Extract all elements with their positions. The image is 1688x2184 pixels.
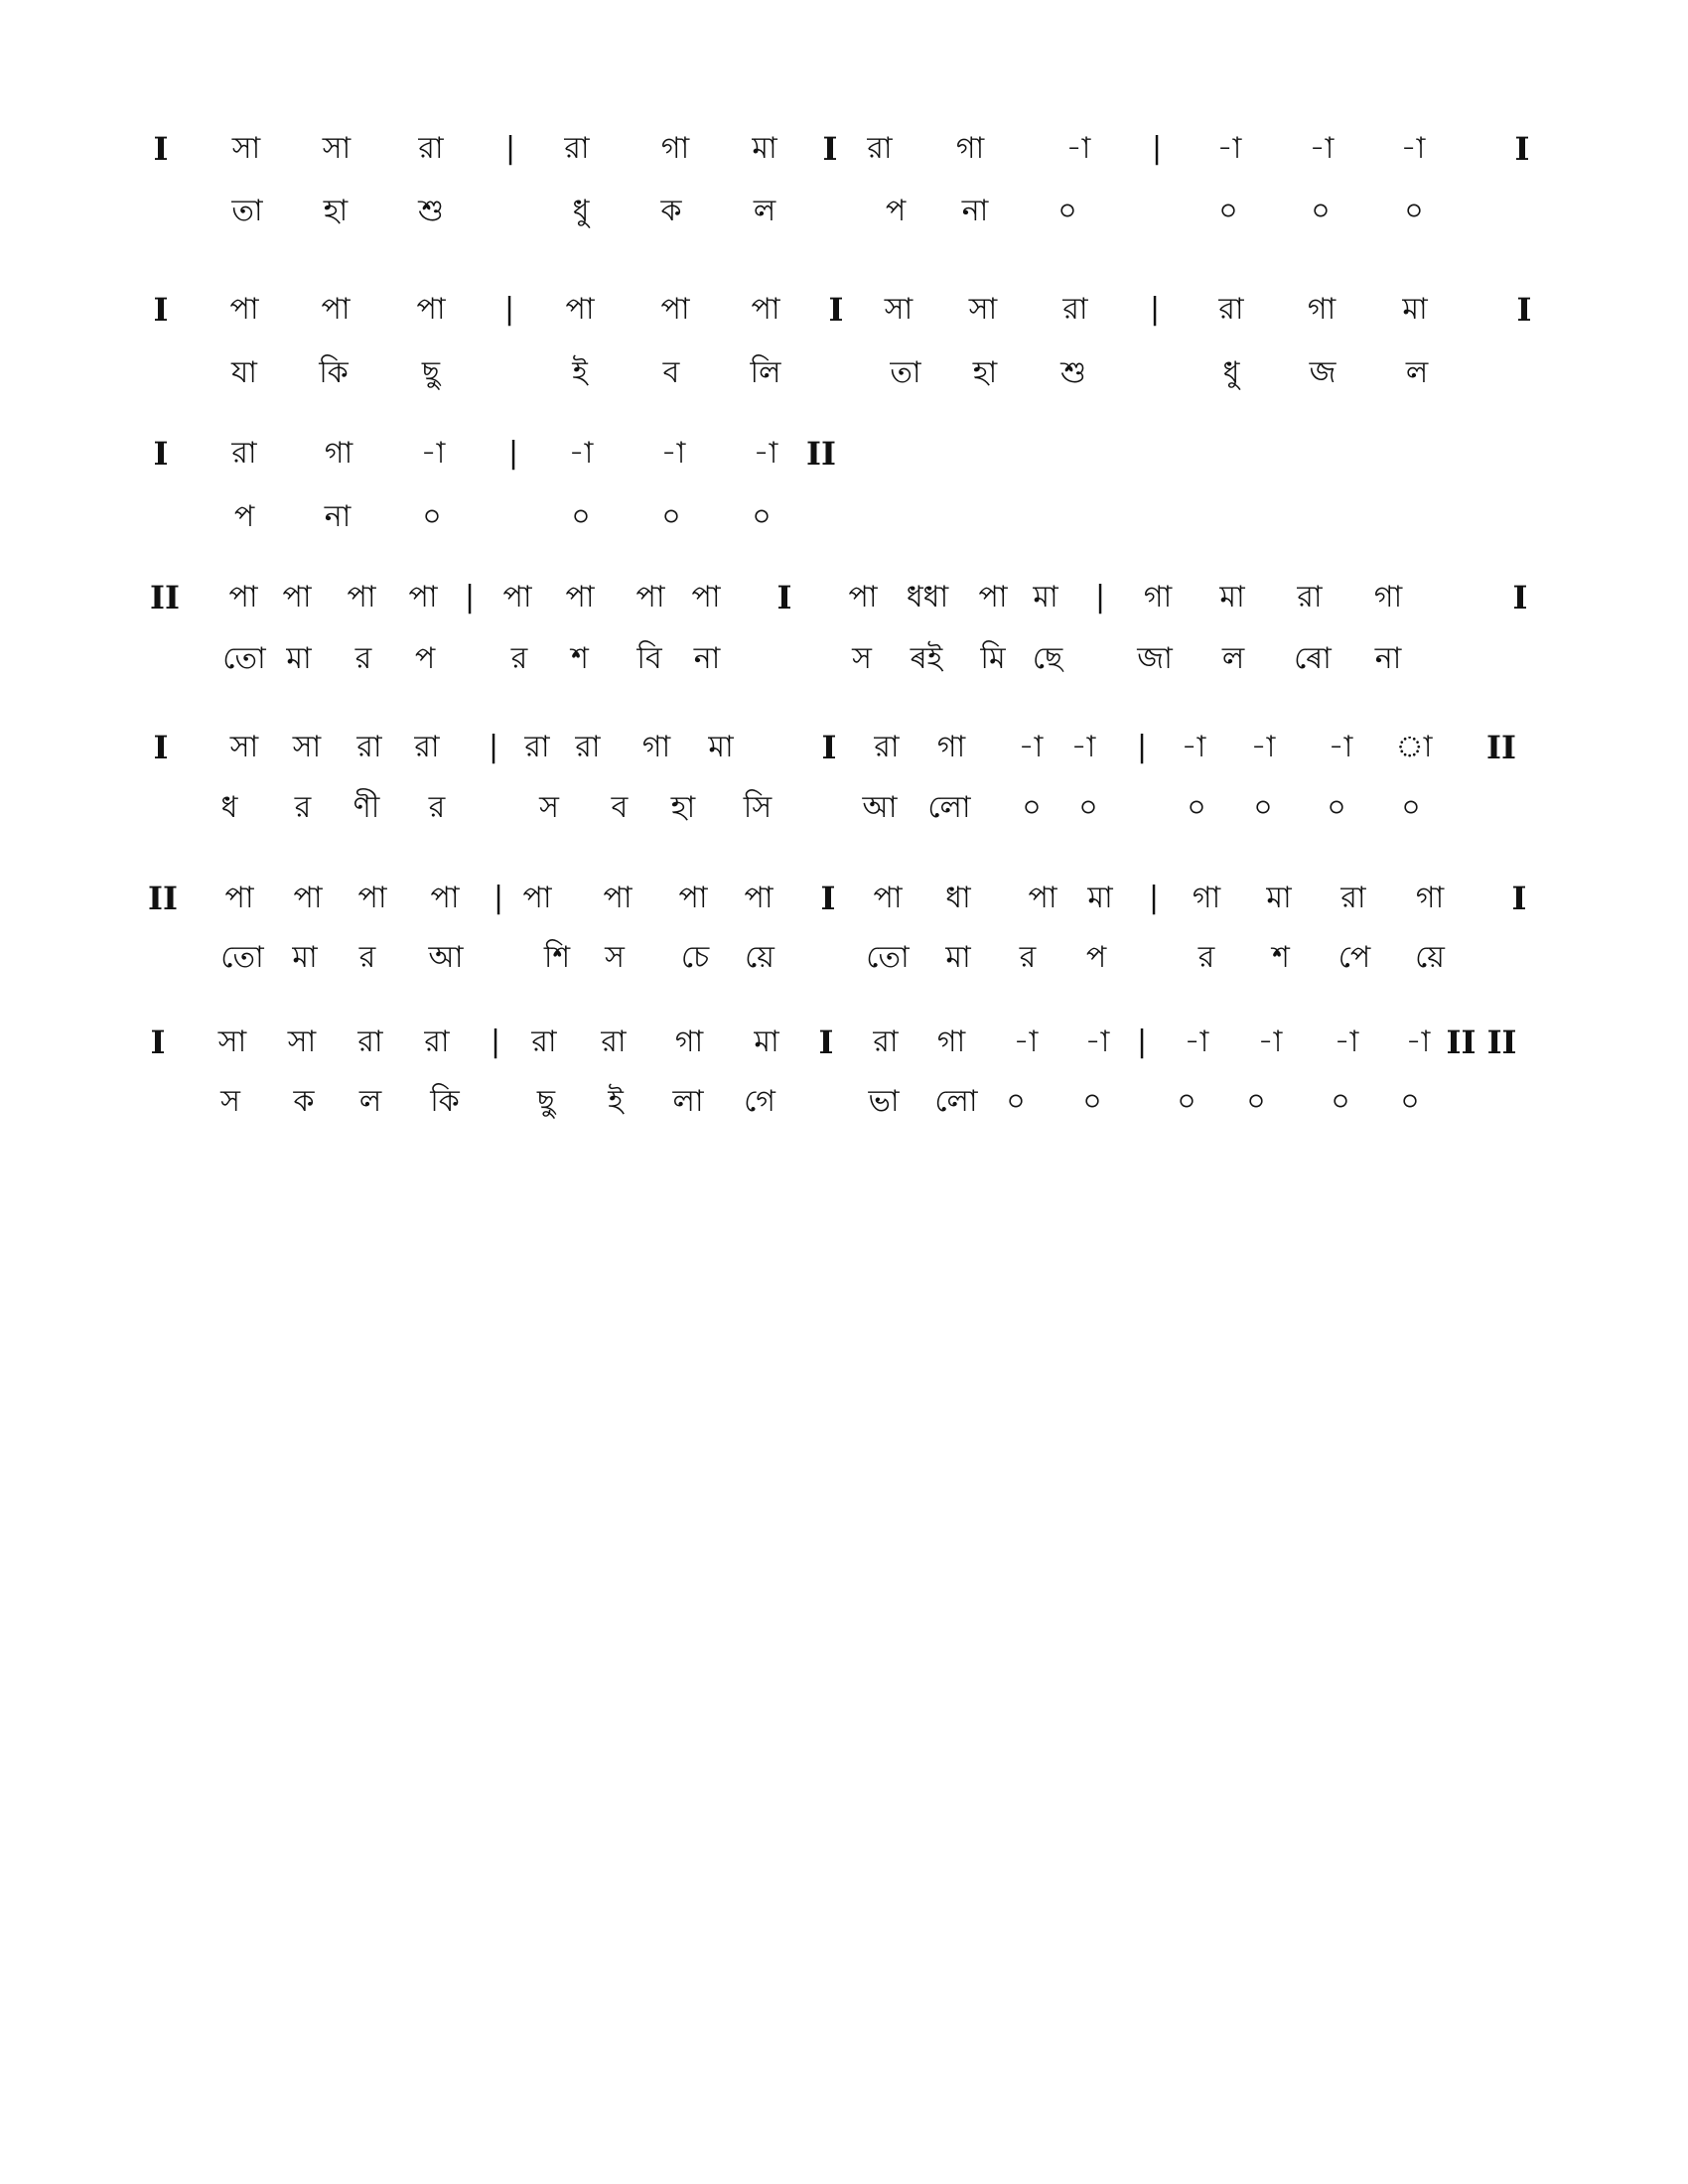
beat-divider: | bbox=[1136, 1024, 1148, 1059]
lyric-syllable: স bbox=[852, 641, 872, 676]
lyric-syllable: মি bbox=[980, 641, 1006, 676]
swara-note: সা bbox=[968, 292, 998, 327]
lyric-syllable: ০ bbox=[1253, 790, 1273, 825]
swara-note: -া bbox=[1084, 1024, 1110, 1059]
lyric-syllable: তা bbox=[890, 355, 921, 390]
swara-note: পা bbox=[430, 881, 460, 915]
lyric-syllable: যা bbox=[231, 355, 257, 390]
lyric-syllable: ০ bbox=[1311, 194, 1331, 228]
bar-mark: I bbox=[821, 729, 837, 766]
swara-note: -া bbox=[660, 436, 686, 471]
swara-note: -া bbox=[1013, 1024, 1039, 1059]
lyric-line-1 bbox=[0, 192, 1688, 231]
swara-note: পা bbox=[848, 580, 878, 614]
swara-note: মা bbox=[708, 730, 734, 764]
beat-divider: | bbox=[507, 436, 519, 471]
beat-divider: | bbox=[490, 1024, 501, 1059]
lyric-syllable: ০ bbox=[1401, 790, 1421, 825]
swara-note: রা bbox=[867, 131, 893, 166]
lyric-syllable: ০ bbox=[1404, 194, 1424, 228]
lyric-syllable: ০ bbox=[661, 499, 681, 534]
bar-mark: I bbox=[820, 880, 836, 917]
lyric-line-7 bbox=[0, 1082, 1688, 1122]
lyric-syllable: কি bbox=[319, 355, 349, 390]
swara-note: ধা bbox=[945, 881, 971, 915]
lyric-syllable: ০ bbox=[1327, 790, 1346, 825]
swara-note: মা bbox=[1266, 881, 1292, 915]
lyric-syllable: ০ bbox=[1218, 194, 1238, 228]
lyric-syllable: প bbox=[885, 194, 907, 228]
lyric-syllable: লা bbox=[672, 1084, 704, 1119]
lyric-syllable: সি bbox=[743, 790, 773, 825]
swara-note: সা bbox=[884, 292, 914, 327]
swara-note: মা bbox=[1402, 292, 1428, 327]
lyric-syllable: লি bbox=[750, 355, 781, 390]
swara-note: রা bbox=[357, 1024, 383, 1059]
lyric-syllable: র bbox=[1197, 940, 1215, 975]
swara-note: রা bbox=[424, 1024, 450, 1059]
swara-note: পা bbox=[228, 580, 258, 614]
lyric-syllable: ব bbox=[611, 790, 629, 825]
lyric-syllable: র bbox=[1019, 940, 1037, 975]
swara-note: পা bbox=[224, 881, 254, 915]
swara-note: সা bbox=[292, 730, 322, 764]
swara-note: -া bbox=[1334, 1024, 1359, 1059]
lyric-line-2 bbox=[0, 353, 1688, 393]
lyric-syllable: চে bbox=[680, 940, 710, 975]
swara-line-2 bbox=[0, 290, 1688, 330]
lyric-syllable: ০ bbox=[422, 499, 442, 534]
swara-note: রা bbox=[356, 730, 382, 764]
lyric-syllable: য়ে bbox=[1415, 940, 1445, 975]
lyric-syllable: ০ bbox=[1057, 194, 1077, 228]
lyric-syllable: শ bbox=[1272, 940, 1290, 975]
lyric-syllable: ধ bbox=[220, 790, 238, 825]
swara-note: রা bbox=[1218, 292, 1244, 327]
swara-line-7 bbox=[0, 1023, 1688, 1062]
lyric-syllable: ল bbox=[358, 1084, 382, 1119]
swara-note: গা bbox=[1307, 292, 1336, 327]
lyric-syllable: ল bbox=[753, 194, 776, 228]
bar-mark: I bbox=[1512, 579, 1528, 616]
lyric-syllable: ০ bbox=[1331, 1084, 1350, 1119]
swara-line-6 bbox=[0, 879, 1688, 918]
lyric-syllable: পে bbox=[1337, 940, 1371, 975]
swara-note: -া bbox=[1250, 730, 1276, 764]
lyric-syllable: ৰই bbox=[910, 641, 943, 676]
swara-note: মা bbox=[1219, 580, 1245, 614]
swara-line-1 bbox=[0, 129, 1688, 169]
lyric-line-5 bbox=[0, 788, 1688, 828]
swara-note: পা bbox=[502, 580, 532, 614]
lyric-syllable: ০ bbox=[752, 499, 772, 534]
swara-note: সা bbox=[229, 730, 259, 764]
swara-note: গা bbox=[1143, 580, 1173, 614]
lyric-syllable: তো bbox=[222, 641, 266, 676]
swara-note: গা bbox=[1373, 580, 1403, 614]
swara-note: পা bbox=[293, 881, 323, 915]
lyric-syllable: না bbox=[693, 641, 721, 676]
swara-note: পা bbox=[229, 292, 259, 327]
lyric-syllable: ই bbox=[608, 1084, 624, 1119]
lyric-syllable: ০ bbox=[1400, 1084, 1420, 1119]
lyric-syllable: জ bbox=[1309, 355, 1336, 390]
beat-divider: | bbox=[1151, 131, 1163, 166]
swara-note: মা bbox=[1033, 580, 1058, 614]
swara-line-4 bbox=[0, 578, 1688, 617]
lyric-syllable: আ bbox=[428, 940, 464, 975]
swara-note: রা bbox=[524, 730, 550, 764]
swara-note: গা bbox=[955, 131, 985, 166]
swara-note: পা bbox=[282, 580, 312, 614]
swara-note: মা bbox=[752, 131, 777, 166]
lyric-syllable: ছু bbox=[421, 355, 441, 390]
lyric-syllable: মা bbox=[292, 940, 318, 975]
lyric-syllable: ০ bbox=[1177, 1084, 1196, 1119]
swara-note: মা bbox=[754, 1024, 779, 1059]
swara-note: রা bbox=[874, 730, 900, 764]
lyric-line-3 bbox=[0, 497, 1688, 537]
lyric-syllable: মা bbox=[945, 940, 971, 975]
lyric-syllable: বি bbox=[636, 641, 662, 676]
lyric-syllable: প bbox=[414, 641, 436, 676]
swara-note: -া bbox=[1257, 1024, 1283, 1059]
lyric-syllable: ০ bbox=[1187, 790, 1206, 825]
swara-note: গা bbox=[660, 131, 690, 166]
swara-note: সা bbox=[287, 1024, 317, 1059]
swara-note: গা bbox=[936, 730, 966, 764]
lyric-syllable: ০ bbox=[1082, 1084, 1102, 1119]
lyric-syllable: স bbox=[220, 1084, 240, 1119]
swara-note: সা bbox=[231, 131, 261, 166]
lyric-syllable: ছু bbox=[536, 1084, 556, 1119]
lyric-syllable: ল bbox=[1221, 641, 1245, 676]
lyric-syllable: র bbox=[354, 641, 372, 676]
lyric-syllable: ক bbox=[293, 1084, 315, 1119]
swara-note: গা bbox=[936, 1024, 966, 1059]
lyric-syllable: ই bbox=[572, 355, 588, 390]
swara-note: রা bbox=[414, 730, 440, 764]
swara-note: পা bbox=[522, 881, 552, 915]
lyric-syllable: ০ bbox=[1246, 1084, 1266, 1119]
lyric-syllable: শু bbox=[1060, 355, 1086, 390]
beat-divider: | bbox=[488, 730, 499, 764]
bar-mark: I bbox=[153, 435, 169, 473]
swara-note: ধধা bbox=[906, 580, 949, 614]
bar-mark: II bbox=[148, 880, 178, 917]
swara-note: পা bbox=[678, 881, 708, 915]
lyric-syllable: আ bbox=[862, 790, 898, 825]
swara-note: -া bbox=[568, 436, 594, 471]
swara-note: পা bbox=[347, 580, 376, 614]
swara-line-5 bbox=[0, 728, 1688, 767]
swara-note: রা bbox=[1297, 580, 1323, 614]
lyric-syllable: লো bbox=[927, 790, 971, 825]
lyric-syllable: হা bbox=[972, 355, 998, 390]
swara-note: গা bbox=[674, 1024, 704, 1059]
swara-note: -া bbox=[1070, 730, 1096, 764]
swara-note: -া bbox=[1216, 131, 1242, 166]
swara-note: রা bbox=[575, 730, 601, 764]
swara-note: -া bbox=[1184, 1024, 1209, 1059]
swara-note: রা bbox=[418, 131, 444, 166]
swara-note: রা bbox=[564, 131, 590, 166]
lyric-syllable: ধু bbox=[1222, 355, 1240, 390]
swara-note: পা bbox=[751, 292, 780, 327]
bar-mark: I bbox=[153, 291, 169, 329]
lyric-syllable: হা bbox=[323, 194, 349, 228]
swara-note: পা bbox=[565, 292, 595, 327]
lyric-syllable: ণী bbox=[352, 790, 380, 825]
swara-note: পা bbox=[1028, 881, 1057, 915]
lyric-syllable: ০ bbox=[571, 499, 591, 534]
lyric-syllable: ব bbox=[662, 355, 680, 390]
lyric-syllable: না bbox=[324, 499, 352, 534]
swara-note: -া bbox=[420, 436, 446, 471]
bar-mark: I bbox=[818, 1024, 834, 1061]
bar-mark: I bbox=[1511, 880, 1527, 917]
swara-note: -া bbox=[1400, 131, 1426, 166]
swara-note: -া bbox=[753, 436, 778, 471]
bar-mark: I bbox=[153, 729, 169, 766]
lyric-syllable: র bbox=[358, 940, 376, 975]
bar-mark: II II bbox=[1446, 1024, 1517, 1061]
swara-note: পা bbox=[565, 580, 595, 614]
lyric-syllable: র bbox=[294, 790, 312, 825]
lyric-syllable: গে bbox=[744, 1084, 775, 1119]
swara-note: রা bbox=[873, 1024, 899, 1059]
lyric-syllable: না bbox=[1374, 641, 1402, 676]
swara-line-3 bbox=[0, 434, 1688, 474]
swara-note: পা bbox=[357, 881, 387, 915]
beat-divider: | bbox=[492, 881, 504, 915]
bar-mark: I bbox=[1514, 130, 1530, 168]
bar-mark: I bbox=[1516, 291, 1532, 329]
lyric-syllable: মা bbox=[286, 641, 312, 676]
lyric-syllable: স bbox=[539, 790, 559, 825]
swara-note: পা bbox=[408, 580, 438, 614]
bar-mark: II bbox=[806, 435, 836, 473]
bar-mark: II bbox=[1486, 729, 1516, 766]
lyric-line-4 bbox=[0, 639, 1688, 679]
lyric-syllable: তো bbox=[220, 940, 264, 975]
lyric-syllable: ভা bbox=[868, 1084, 900, 1119]
lyric-syllable: শি bbox=[543, 940, 571, 975]
lyric-syllable: শু bbox=[418, 194, 444, 228]
lyric-syllable: শ bbox=[571, 641, 589, 676]
swara-note: পা bbox=[691, 580, 721, 614]
beat-divider: | bbox=[1149, 292, 1161, 327]
swara-note: রা bbox=[1340, 881, 1366, 915]
bar-mark: I bbox=[776, 579, 792, 616]
beat-divider: | bbox=[504, 131, 516, 166]
swara-note: রা bbox=[231, 436, 257, 471]
bar-mark: I bbox=[828, 291, 844, 329]
swara-note: রা bbox=[1062, 292, 1088, 327]
lyric-syllable: ধু bbox=[572, 194, 590, 228]
lyric-syllable: লো bbox=[934, 1084, 978, 1119]
swara-note: গা bbox=[324, 436, 353, 471]
bar-mark: II bbox=[150, 579, 180, 616]
lyric-syllable: ৰো bbox=[1294, 641, 1332, 676]
lyric-syllable: তো bbox=[866, 940, 910, 975]
lyric-syllable: র bbox=[428, 790, 446, 825]
lyric-syllable: ০ bbox=[1078, 790, 1098, 825]
lyric-syllable: ০ bbox=[1022, 790, 1042, 825]
swara-note: া bbox=[1395, 730, 1433, 764]
bar-mark: I bbox=[150, 1024, 166, 1061]
lyric-syllable: স bbox=[605, 940, 625, 975]
swara-note: -া bbox=[1181, 730, 1206, 764]
lyric-syllable: র bbox=[510, 641, 528, 676]
swara-note: সা bbox=[217, 1024, 247, 1059]
lyric-syllable: প bbox=[1085, 940, 1107, 975]
lyric-syllable: ০ bbox=[1006, 1084, 1026, 1119]
swara-note: সা bbox=[322, 131, 352, 166]
beat-divider: | bbox=[1148, 881, 1160, 915]
beat-divider: | bbox=[503, 292, 515, 327]
lyric-syllable: না bbox=[961, 194, 989, 228]
swara-note: গা bbox=[1192, 881, 1221, 915]
swara-note: -া bbox=[1065, 131, 1091, 166]
lyric-syllable: হা bbox=[670, 790, 696, 825]
lyric-syllable: ছে bbox=[1032, 641, 1063, 676]
swara-note: গা bbox=[641, 730, 671, 764]
lyric-syllable: প bbox=[233, 499, 255, 534]
beat-divider: | bbox=[1094, 580, 1106, 614]
bar-mark: I bbox=[822, 130, 838, 168]
swara-note: পা bbox=[660, 292, 690, 327]
beat-divider: | bbox=[1136, 730, 1148, 764]
swara-note: -া bbox=[1405, 1024, 1431, 1059]
lyric-syllable: য়ে bbox=[745, 940, 774, 975]
swara-note: পা bbox=[603, 881, 633, 915]
lyric-syllable: ল bbox=[1405, 355, 1429, 390]
lyric-syllable: তা bbox=[231, 194, 263, 228]
swara-note: রা bbox=[601, 1024, 627, 1059]
lyric-syllable: কি bbox=[430, 1084, 460, 1119]
lyric-syllable: জা bbox=[1137, 641, 1173, 676]
swara-note: পা bbox=[978, 580, 1008, 614]
swara-note: পা bbox=[416, 292, 446, 327]
swara-note: পা bbox=[635, 580, 665, 614]
swara-note: পা bbox=[873, 881, 903, 915]
swara-note: মা bbox=[1087, 881, 1113, 915]
beat-divider: | bbox=[464, 580, 476, 614]
lyric-line-6 bbox=[0, 938, 1688, 978]
swara-note: -া bbox=[1309, 131, 1335, 166]
bar-mark: I bbox=[153, 130, 169, 168]
swara-note: গা bbox=[1415, 881, 1445, 915]
swara-note: পা bbox=[321, 292, 351, 327]
swara-note: পা bbox=[744, 881, 774, 915]
swara-note: রা bbox=[531, 1024, 557, 1059]
swara-note: -া bbox=[1018, 730, 1044, 764]
swara-note: -া bbox=[1328, 730, 1353, 764]
lyric-syllable: ক bbox=[660, 194, 682, 228]
